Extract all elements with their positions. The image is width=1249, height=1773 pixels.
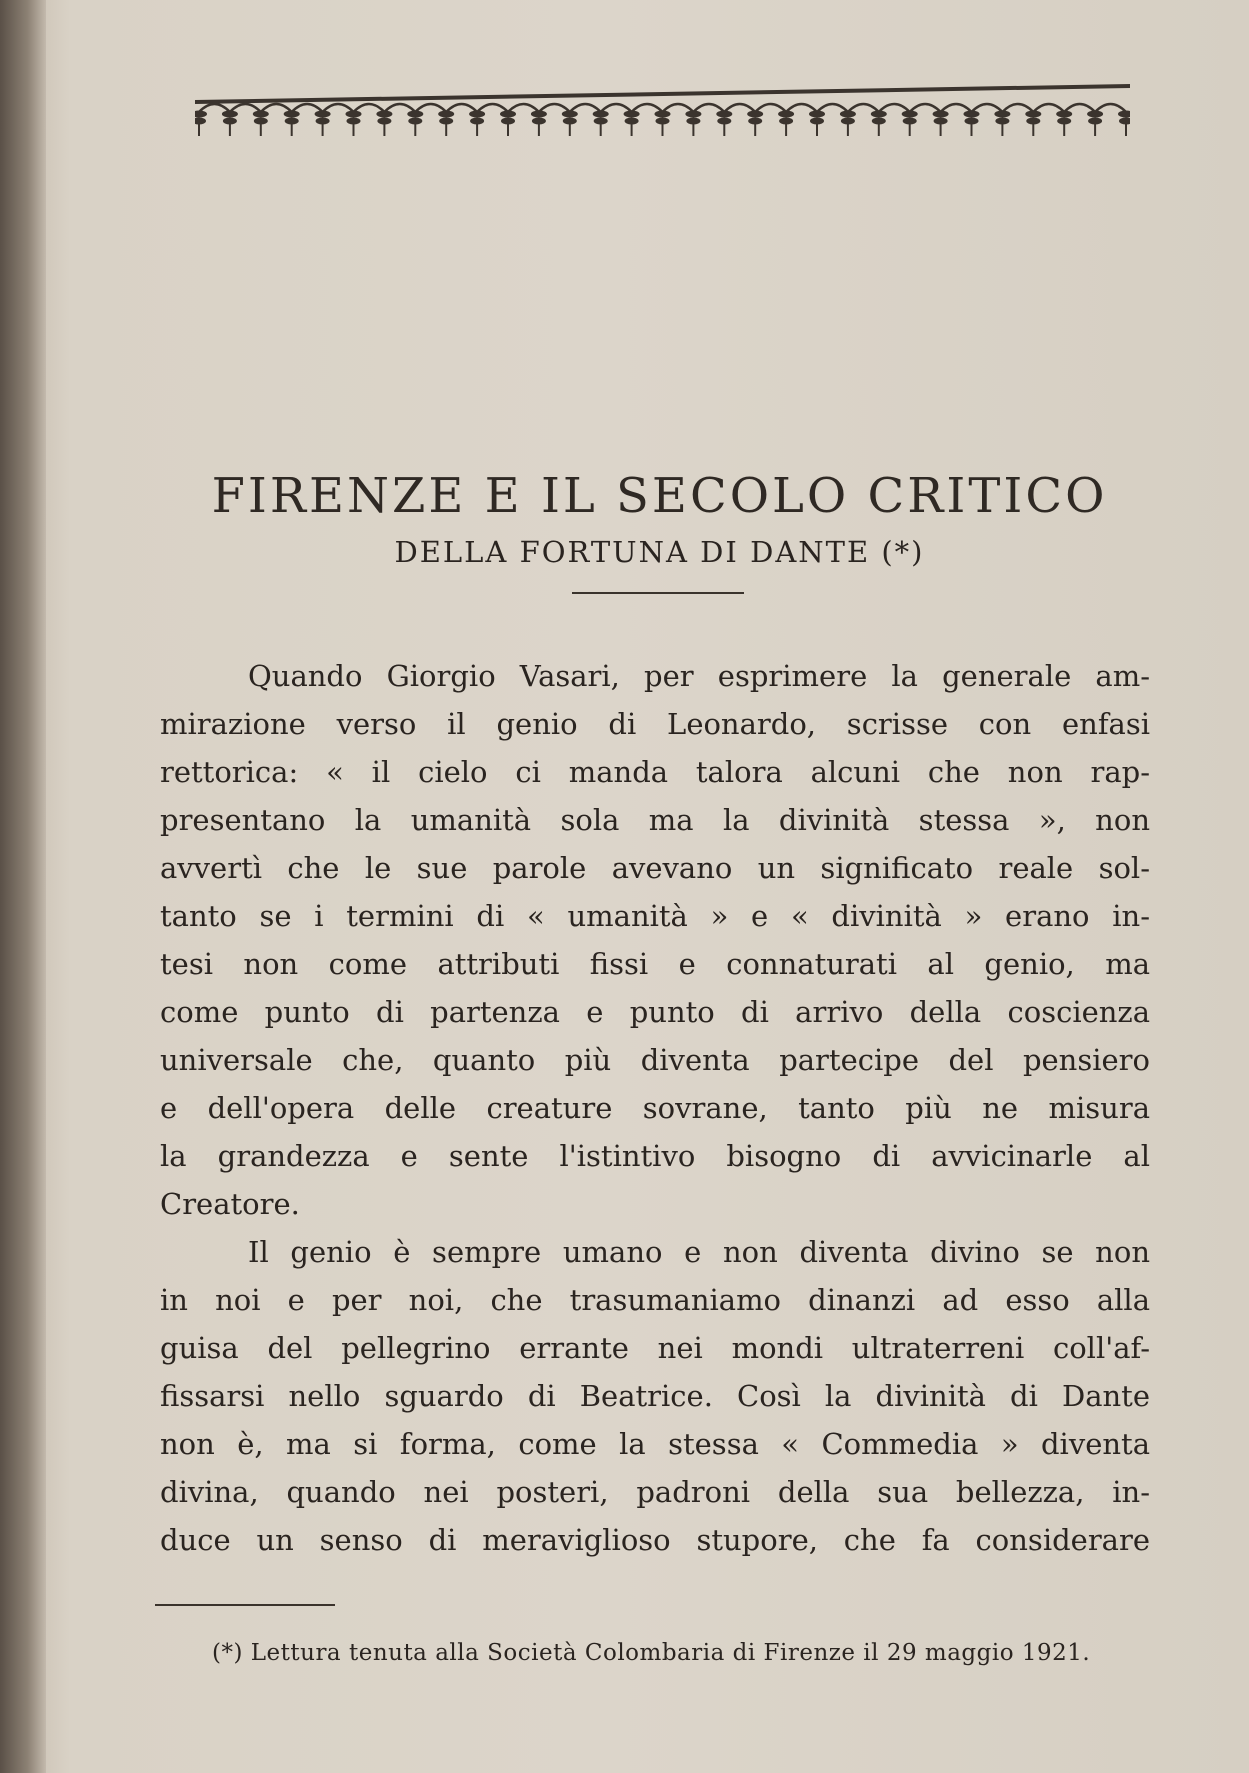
text-line: fissarsi nello sguardo di Beatrice. Così la divinità di Dante [160,1379,1150,1413]
text-line: presentano la umanità sola ma la divinità stessa », non [160,803,1150,837]
text-line: la grandezza e sente l'istintivo bisogno di avvicinarle al [160,1139,1150,1173]
text-line: Quando Giorgio Vasari, per esprimere la generale am- [248,659,1150,693]
footnote: (*) Lettura tenuta alla Società Colombaria di Firenze il 29 maggio 1921. [212,1640,1091,1666]
border-pendant [1118,111,1130,137]
chapter-subtitle: DELLA FORTUNA DI DANTE (*) [394,535,925,569]
text-line: universale che, quanto più diventa partecipe del pensiero [160,1043,1150,1077]
text-line: avvertì che le sue parole avevano un significato reale sol- [160,851,1150,885]
text-line: Il genio è sempre umano e non diventa divino se non [248,1235,1150,1269]
chapter-title: FIRENZE E IL SECOLO CRITICO [211,468,1108,524]
text-line: guisa del pellegrino errante nei mondi ultraterreni coll'af- [160,1331,1150,1365]
facing-page-edge [0,0,46,1773]
text-line: non è, ma si forma, come la stessa « Commedia » diventa [160,1427,1150,1461]
text-line: rettorica: « il cielo ci manda talora alcuni che non rap- [160,755,1150,789]
decorative-header-border [195,82,1130,140]
text-line: tesi non come attributi fissi e connaturati al genio, ma [160,947,1150,981]
text-line: come punto di partenza e punto di arrivo della coscienza [160,995,1150,1029]
text-line: duce un senso di meraviglioso stupore, che fa considerare [160,1523,1150,1557]
text-line: in noi e per noi, che trasumaniamo dinanzi ad esso alla [160,1283,1150,1317]
footnote-divider [155,1604,335,1606]
text-line: Creatore. [160,1187,300,1221]
text-line: tanto se i termini di « umanità » e « divinità » erano in- [160,899,1150,933]
text-line: divina, quando nei posteri, padroni della sua bellezza, in- [160,1475,1150,1509]
title-divider [572,592,744,594]
text-line: e dell'opera delle creature sovrane, tanto più ne misura [160,1091,1150,1125]
text-line: mirazione verso il genio di Leonardo, scrisse con enfasi [160,707,1150,741]
border-top-rule [195,84,1130,104]
body-text [160,652,1150,1564]
